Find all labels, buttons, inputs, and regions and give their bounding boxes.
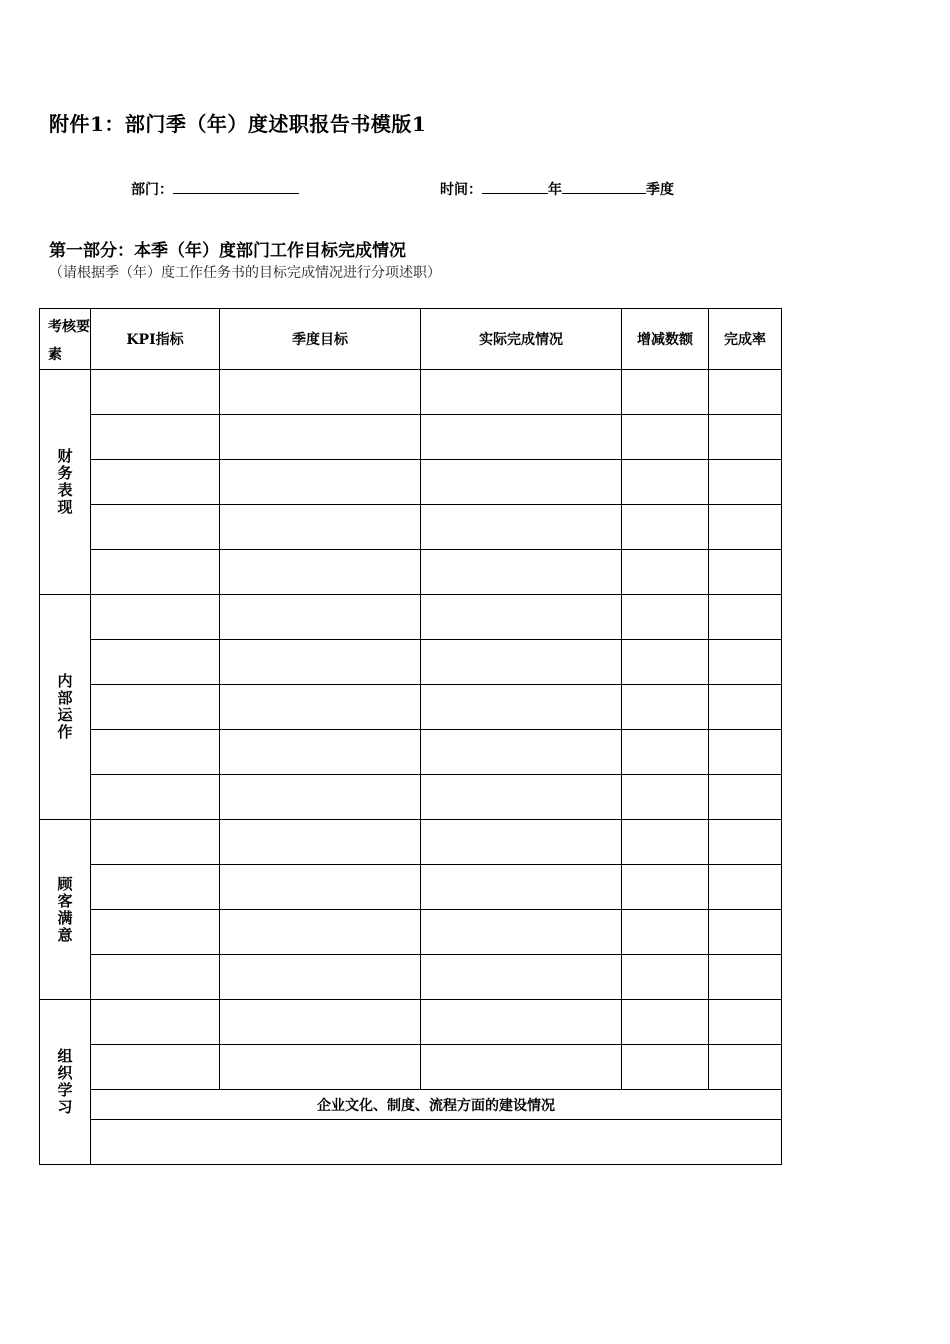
- header-quarter-target: 季度目标: [220, 309, 421, 370]
- target-cell[interactable]: [220, 955, 421, 1000]
- year-blank[interactable]: [482, 177, 548, 194]
- kpi-table: [39, 308, 782, 1165]
- category-internal-operations: 内部运作: [40, 595, 91, 820]
- category-organizational-learning: 组织学习: [40, 1000, 91, 1165]
- kpi-cell[interactable]: [91, 685, 220, 730]
- actual-cell[interactable]: [421, 685, 622, 730]
- target-cell[interactable]: [220, 820, 421, 865]
- kpi-cell[interactable]: [91, 955, 220, 1000]
- kpi-cell[interactable]: [91, 370, 220, 415]
- kpi-cell[interactable]: [91, 775, 220, 820]
- kpi-cell[interactable]: [91, 460, 220, 505]
- kpi-cell[interactable]: [91, 1045, 220, 1090]
- department-field: [131, 177, 299, 199]
- change-cell[interactable]: [622, 820, 709, 865]
- actual-cell[interactable]: [421, 460, 622, 505]
- target-cell[interactable]: [220, 1000, 421, 1045]
- change-cell[interactable]: [622, 370, 709, 415]
- table-row: [40, 1045, 782, 1090]
- rate-cell[interactable]: [709, 910, 782, 955]
- header-change: 增减数额: [622, 309, 709, 370]
- change-cell[interactable]: [622, 505, 709, 550]
- kpi-cell[interactable]: [91, 550, 220, 595]
- table-row: [40, 505, 782, 550]
- rate-cell[interactable]: [709, 415, 782, 460]
- table-row: [40, 460, 782, 505]
- actual-cell[interactable]: [421, 865, 622, 910]
- target-cell[interactable]: [220, 640, 421, 685]
- year-label: 年: [548, 182, 562, 198]
- change-cell[interactable]: [622, 550, 709, 595]
- section-note: （请根据季（年）度工作任务书的目标完成情况进行分项述职）: [49, 265, 441, 281]
- rate-cell[interactable]: [709, 1000, 782, 1045]
- change-cell[interactable]: [622, 955, 709, 1000]
- category-finance: 财务表现: [40, 370, 91, 595]
- culture-label-row: [40, 1090, 782, 1120]
- rate-cell[interactable]: [709, 505, 782, 550]
- table-row: [40, 550, 782, 595]
- rate-cell[interactable]: [709, 1045, 782, 1090]
- rate-cell[interactable]: [709, 640, 782, 685]
- actual-cell[interactable]: [421, 640, 622, 685]
- table-row: [40, 415, 782, 460]
- table-row: [40, 1000, 782, 1045]
- change-cell[interactable]: [622, 1000, 709, 1045]
- kpi-cell[interactable]: [91, 910, 220, 955]
- header-actual: 实际完成情况: [421, 309, 622, 370]
- actual-cell[interactable]: [421, 910, 622, 955]
- change-cell[interactable]: [622, 595, 709, 640]
- header-kpi: KPI指标: [91, 309, 220, 370]
- target-cell[interactable]: [220, 685, 421, 730]
- actual-cell[interactable]: [421, 370, 622, 415]
- target-cell[interactable]: [220, 730, 421, 775]
- culture-content-cell[interactable]: [91, 1120, 782, 1165]
- target-cell[interactable]: [220, 910, 421, 955]
- target-cell[interactable]: [220, 460, 421, 505]
- actual-cell[interactable]: [421, 595, 622, 640]
- rate-cell[interactable]: [709, 595, 782, 640]
- actual-cell[interactable]: [421, 1000, 622, 1045]
- table-row: [40, 865, 782, 910]
- culture-content-row: [40, 1120, 782, 1165]
- target-cell[interactable]: [220, 1045, 421, 1090]
- department-blank[interactable]: [173, 177, 299, 194]
- change-cell[interactable]: [622, 910, 709, 955]
- section-title: 第一部分：本季（年）度部门工作目标完成情况: [49, 241, 406, 261]
- department-label: 部门：: [131, 182, 173, 198]
- table-row: [40, 370, 782, 415]
- actual-cell[interactable]: [421, 730, 622, 775]
- target-cell[interactable]: [220, 595, 421, 640]
- target-cell[interactable]: [220, 415, 421, 460]
- rate-cell[interactable]: [709, 865, 782, 910]
- kpi-cell[interactable]: [91, 640, 220, 685]
- table-row: [40, 775, 782, 820]
- kpi-cell[interactable]: [91, 505, 220, 550]
- kpi-cell[interactable]: [91, 865, 220, 910]
- quarter-label: 季度: [646, 182, 674, 198]
- change-cell[interactable]: [622, 730, 709, 775]
- actual-cell[interactable]: [421, 415, 622, 460]
- header-rate: 完成率: [709, 309, 782, 370]
- kpi-cell[interactable]: [91, 730, 220, 775]
- rate-cell[interactable]: [709, 730, 782, 775]
- actual-cell[interactable]: [421, 1045, 622, 1090]
- kpi-cell[interactable]: [91, 820, 220, 865]
- change-cell[interactable]: [622, 640, 709, 685]
- table-header-row: [40, 309, 782, 370]
- actual-cell[interactable]: [421, 550, 622, 595]
- rate-cell[interactable]: [709, 370, 782, 415]
- table-row: [40, 685, 782, 730]
- culture-label: 企业文化、制度、流程方面的建设情况: [91, 1090, 782, 1120]
- target-cell[interactable]: [220, 550, 421, 595]
- table-row: [40, 910, 782, 955]
- time-field: [440, 177, 674, 199]
- actual-cell[interactable]: [421, 775, 622, 820]
- table-row: [40, 640, 782, 685]
- change-cell[interactable]: [622, 460, 709, 505]
- change-cell[interactable]: [622, 775, 709, 820]
- table-row: [40, 955, 782, 1000]
- actual-cell[interactable]: [421, 505, 622, 550]
- change-cell[interactable]: [622, 865, 709, 910]
- quarter-blank[interactable]: [562, 177, 646, 194]
- kpi-cell[interactable]: [91, 1000, 220, 1045]
- change-cell[interactable]: [622, 415, 709, 460]
- category-customer-satisfaction: 顾客满意: [40, 820, 91, 1000]
- rate-cell[interactable]: [709, 820, 782, 865]
- change-cell[interactable]: [622, 685, 709, 730]
- rate-cell[interactable]: [709, 685, 782, 730]
- actual-cell[interactable]: [421, 820, 622, 865]
- actual-cell[interactable]: [421, 955, 622, 1000]
- kpi-cell[interactable]: [91, 415, 220, 460]
- kpi-cell[interactable]: [91, 595, 220, 640]
- rate-cell[interactable]: [709, 955, 782, 1000]
- target-cell[interactable]: [220, 505, 421, 550]
- document-title: 附件1：部门季（年）度述职报告书模版1: [49, 112, 427, 136]
- rate-cell[interactable]: [709, 460, 782, 505]
- change-cell[interactable]: [622, 1045, 709, 1090]
- target-cell[interactable]: [220, 865, 421, 910]
- table-row: [40, 595, 782, 640]
- table-row: [40, 730, 782, 775]
- target-cell[interactable]: [220, 370, 421, 415]
- header-factor: 考核要素: [40, 309, 91, 370]
- time-label: 时间：: [440, 182, 482, 198]
- target-cell[interactable]: [220, 775, 421, 820]
- table-row: [40, 820, 782, 865]
- rate-cell[interactable]: [709, 775, 782, 820]
- rate-cell[interactable]: [709, 550, 782, 595]
